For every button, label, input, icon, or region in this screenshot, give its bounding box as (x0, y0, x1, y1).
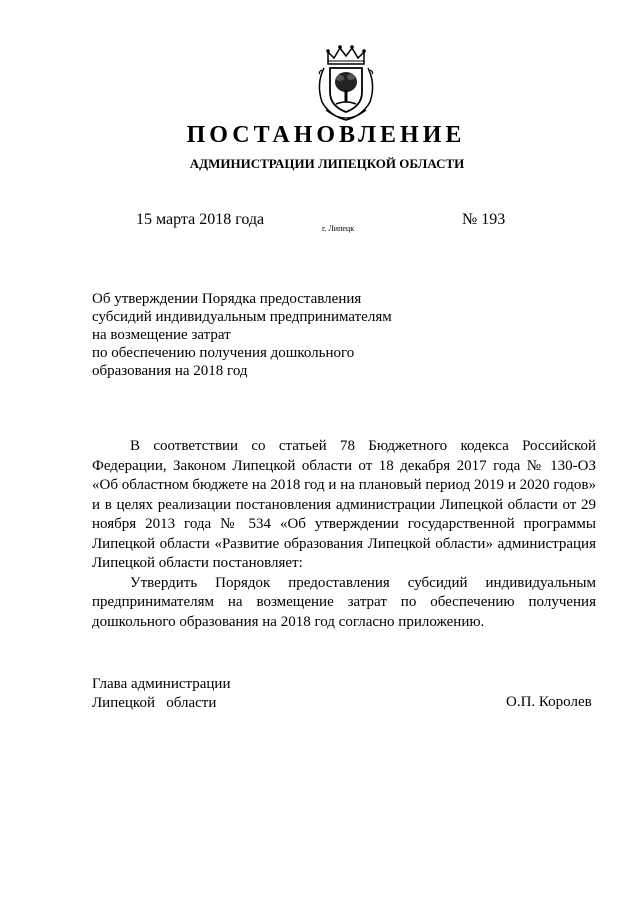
subject-line: Об утверждении Порядка предоставления (92, 291, 362, 307)
body-paragraph-resolution: Утвердить Порядок предоставления субсидий индивидуальным предпринимателям на возмещение затрат по обеспечению получения дошкольного образования на 2018 год согласно приложению. (92, 574, 596, 630)
signatory-position-line: Глава администрации (92, 676, 231, 692)
subject-line: субсидий индивидуальным предпринимателям (92, 309, 392, 325)
document-body (92, 437, 596, 632)
document-subject (92, 290, 392, 380)
subject-line: по обеспечению получения дошкольного (92, 345, 355, 361)
signatory-name: О.П. Королев (506, 694, 592, 710)
signatory-position (92, 675, 230, 713)
document-type-title: ПОСТАНОВЛЕНИЕ (186, 122, 466, 148)
document-number: № 193 (462, 211, 506, 228)
coat-of-arms-icon (314, 44, 378, 122)
signatory-position-line: Липецкой области (92, 695, 217, 711)
document-city: г. Липецк (322, 224, 355, 233)
issuing-authority: АДМИНИСТРАЦИИ ЛИПЕЦКОЙ ОБЛАСТИ (189, 156, 465, 171)
document-date: 15 марта 2018 года (136, 211, 265, 228)
subject-line: на возмещение затрат (92, 327, 231, 343)
body-paragraph-preamble: В соответствии со статьей 78 Бюджетного кодекса Российской Федерации, Законом Липецкой области от 18 декабря 2017 года № 130-ОЗ «Об областном бюджете на 2018 год и на плановый период 2019 и 2020 годов» и в целях реализации постановления администрации Липецкой области от 29 ноября 2013 года № 534 «Об утверждении государственной программы Липецкой области «Развитие образования Липецкой области» администрация Липецкой области постановляет: (92, 438, 596, 571)
subject-line: образования на 2018 год (92, 363, 248, 379)
